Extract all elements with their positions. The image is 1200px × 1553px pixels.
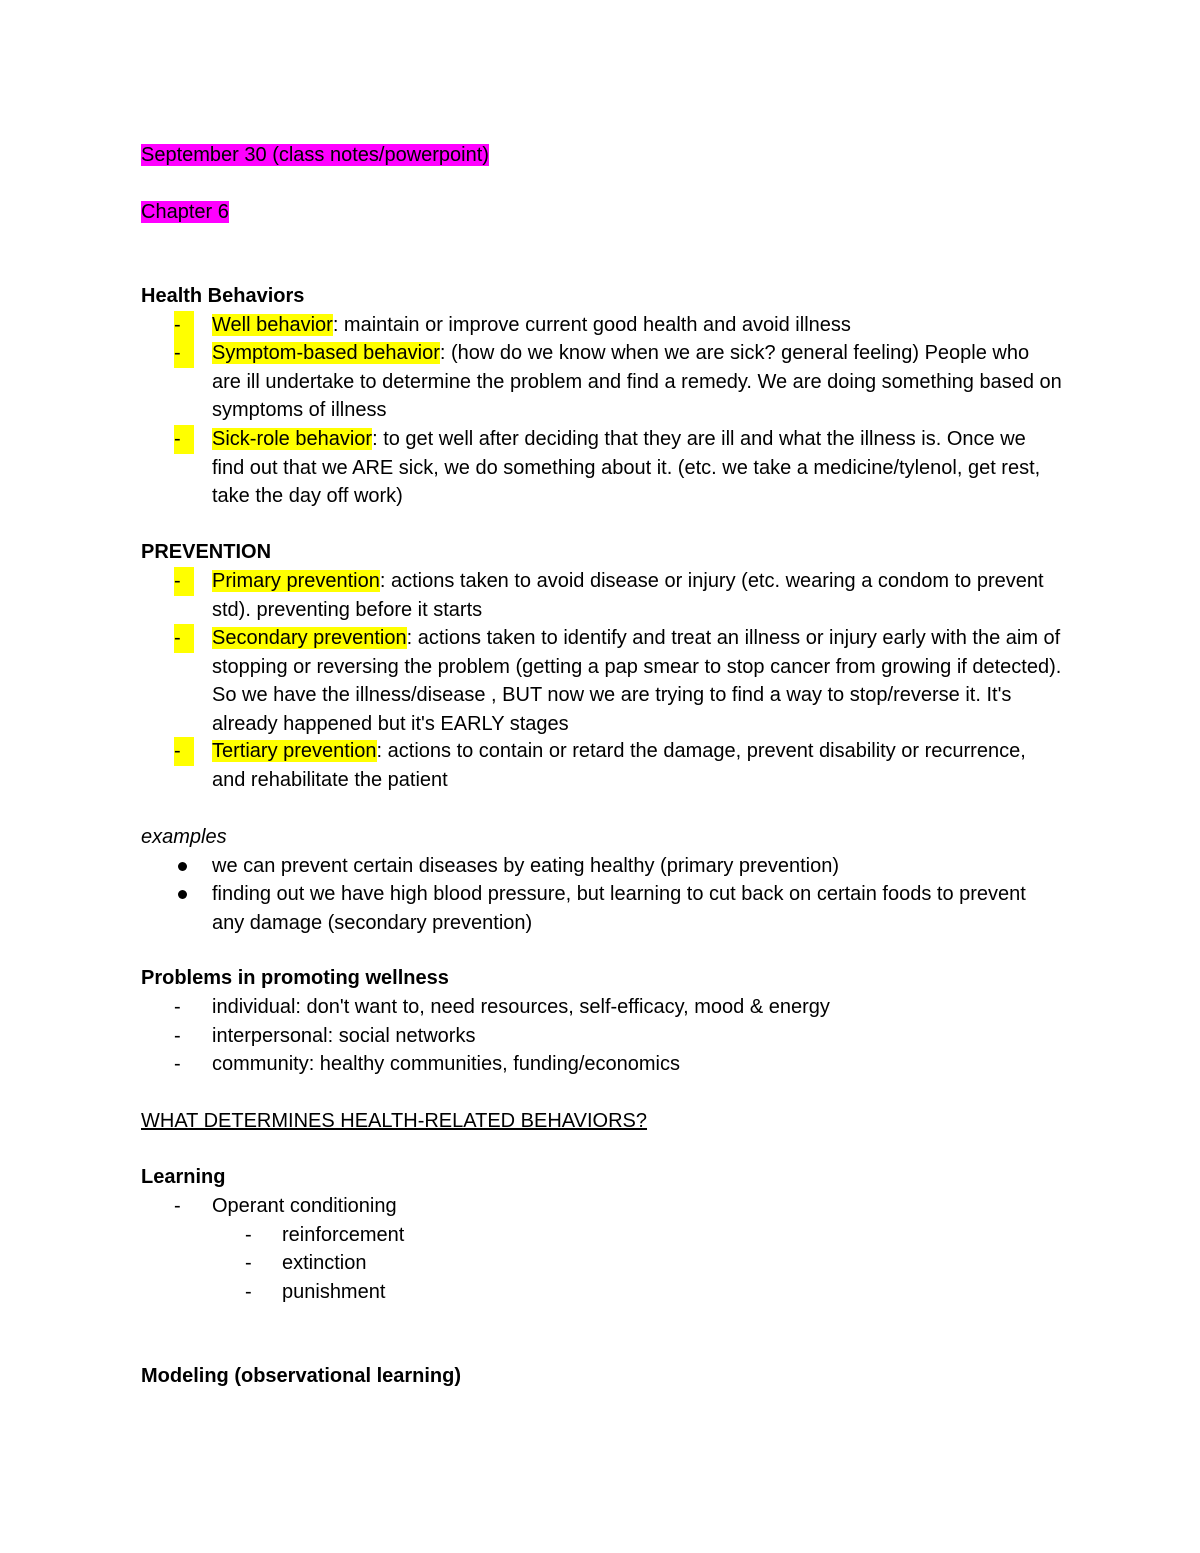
examples-heading: examples xyxy=(141,826,227,848)
dash-marker: - xyxy=(174,567,194,596)
modeling-heading: Modeling (observational learning) xyxy=(141,1365,462,1387)
bullet-icon xyxy=(178,890,187,899)
dash-marker: - xyxy=(174,311,194,340)
term-highlight: Tertiary prevention xyxy=(212,740,377,762)
health-behaviors-heading: Health Behaviors xyxy=(141,285,305,307)
dash-marker: - xyxy=(174,624,194,653)
dash-marker: - xyxy=(245,1224,252,1246)
term-highlight: Primary prevention xyxy=(212,570,380,592)
dash-marker: - xyxy=(174,425,194,454)
dash-marker: - xyxy=(174,1053,181,1075)
term-highlight: Symptom-based behavior xyxy=(212,342,440,364)
dash-marker: - xyxy=(174,339,194,368)
date-line: September 30 (class notes/powerpoint) xyxy=(141,144,489,166)
dash-marker: - xyxy=(245,1252,252,1274)
term-highlight: Sick-role behavior xyxy=(212,428,373,450)
bullet-icon xyxy=(178,862,187,871)
dash-marker: - xyxy=(174,737,194,766)
dash-marker: - xyxy=(174,996,181,1018)
dash-marker: - xyxy=(174,1025,181,1047)
prevention-heading: PREVENTION xyxy=(141,541,272,563)
chapter-line: Chapter 6 xyxy=(141,201,229,223)
learning-heading: Learning xyxy=(141,1166,226,1188)
term-highlight: Secondary prevention xyxy=(212,627,407,649)
term-highlight: Well behavior xyxy=(212,314,333,336)
determines-heading: WHAT DETERMINES HEALTH-RELATED BEHAVIORS? xyxy=(141,1110,648,1132)
dash-marker: - xyxy=(245,1281,252,1303)
problems-heading: Problems in promoting wellness xyxy=(141,967,449,989)
dash-marker: - xyxy=(174,1195,181,1217)
